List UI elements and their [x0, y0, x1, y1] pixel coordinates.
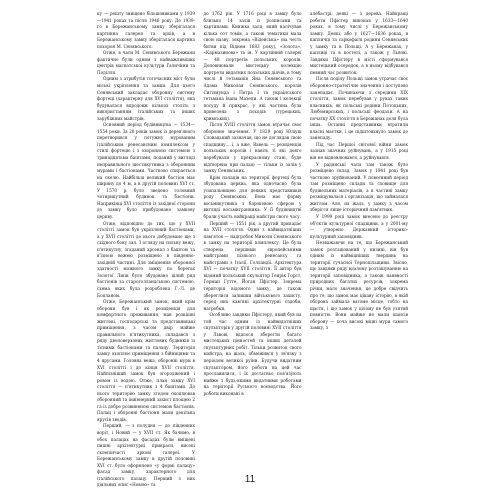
- text-column-2: [204, 11, 302, 463]
- paragraph: Отже, Бережанський замок, який крім оборони був і як резиденція для комфортного проживання, мав розкішні житлові, господарські та представницькі приміщення, з часом двір майже правильного п'ятикутника, складався з ряду двоповерхових житлових будинків із тісними бастіонами та палацу. Територія замку охоплює приміщення з бійницями та 4 ярусами. Головна вежа, оборонні мури в XVI столітті і до кінця XVII століття. Найпізніший замок був огороджений і ровом із водою. Отже, план замку XVI століття — п'ятикутник з 4 баштами. До нього територію замку згодом охоплював оборонний та інженерний захист площею 2 га із добре розвиненою системою бастіонів. Палац і оборонні бастіони мали декілька ярусів зводів.: [97, 299, 195, 422]
- paragraph: Основний період будівництва — 1534—1554 роки. За 20 років замок із дерев'яного перетворився у потужну мурованим італійським ренесансним комплексом у стилі фортецю і з охоронною системою з тринадцятьма баштами, поданий у вигляді неправильного шестикутника з оборонним мурами і бастіонами. Частково спирається на скелю. Найбільш великий бастіон має ширину до 4 м, а в другій половині XVI ст. У 1570 р. було зведено головний чотирикутний будинок та бастіони. Наприкінці XVI століття із західної сторони до замку було прибудовано замкову церкву.: [97, 122, 195, 219]
- paragraph: ку — решту знищено більшовиками у 1939—1941 роках та після 1946 року. До 1939-го в Бережанському замку зберігалася картинна галерея та архів, а в Бережанському замку зберігалася картина похорон М. Сенявського.: [97, 11, 195, 49]
- paragraph: У 1999 році замок внесено до реєстру об'єктів культурної спадщини, а у 2001-му — утворено Державний історико-культурний заповідник.: [310, 213, 408, 239]
- paragraph: Під час Першої світової війни замок зазнав значних руйнувань, а у 1915 році він не відновлювався, а руйнувався.: [310, 141, 408, 161]
- paragraph: Одним з атрибутів тогочасних міст були міські укріплення та замки. Для цього Сенявський закладає оборонну систему фортеці (характерну для XVI століття), яка будувалася впродовж кількох століть з використанням італійських та інших зарубіжних майстрів.: [97, 76, 195, 121]
- text-column-3: [310, 11, 408, 463]
- paragraph: Після поділу Польщі замок утрачає своє оборонно-стратегічне значення і поступово занепадає. Починаючи з середини XIX століття, замок перебував у руках таких власників, як польські родини Потоцьких, Любомирських, і польські феодали. А на початку XX століття в Бережанах доля була інша. Останні представники втратили власні маєтки, і це підштовхнуло замок до занепаду.: [310, 76, 408, 141]
- paragraph: до 1762 рік. У 1716 році в замку було близько 14 залів із розписами та картинами. Книжка зала, який налічував кілька сот томів, а також тематики мала свою назву, зокрема «Віденська» (на честь битви під Віднем 1683 року), «Золота», «Кармазинова» та ін. У картинній галереї — 48 портретів польських королів. Доповнювали мистецьку колекцію портрети видатних польських діячів, в тому числі й гетьманів Яна Сенявського та Адама Миколая Сенявського, королів Сигізмунда і Петра І та українського гетьмана Івана Мазепи. А також і колекції посуду й прикрас, у які частина була привезена з походів (турецьких, кримських).: [203, 11, 302, 121]
- paragraph: У радянські часи там також було розміщено склад. Замок у 1941 році був частково зруйнований. У повоєнний період там розміщено склади та сховище для будівельних матеріалів, а в частині замку розміщувалася і організація, що займалася житлом. Але, на жаль, у замку з часом зберігся лише історичний пам'ятник.: [310, 161, 408, 213]
- paragraph: Після XVIII століття замок втрачає своє оборонне значення. У 1829 році Юліуш Словацький зазначав, що не доглядав свою спадщину... і, а вже, Вавель — резиденція польських королів і навіть ті які довго перебували у прекрасному стані, буде відтворена при палаці — тільки із залів у замку Сенявських.: [203, 122, 302, 174]
- paragraph: Крім палаців на території фортеці була збудована церква, яка одночасно була усипальницею для деяких представників роду Сенявських. Вона має форму восьмикутника з бароковою сферою у вигляді восьмигранника. У її будівництві брали участь найкращі майстри свого часу.: [203, 174, 302, 219]
- paragraph: Перший — 1551 рік, а другий припадає на XVII століття. Один з найвидатніших пам'яток — надгробок Миколи Сенявського в замку на території комплексу. Це була створена першими європейськими майстрами пізнього ренесансу та майстрами з Італії, Голландії. Архітектура XVI — початку XVII століття. Її автор був відомий польський скульптор Генрік Горст, Герман Гутте, Йоган Пфістер. Зокрема територія відомого замку, де також збереглися залишки військового захисту, серед них кам'яні архітектурні оздоби, нагробки.: [203, 220, 302, 311]
- paragraph: алебастрі, деякі — з дерева. Найкращі роботи Пфістер виконав у 1633—1640 роках, в тому числі у Бережанському замку. Деякі, або у 1627—1636 роках, в капличці та саркофаги родини Сенявських у замку та в Польщі. А у Бережанах, у каплиці та в костелі, а також у Львові. Завдяки Пфістеру в місті сформувався мистецький осередок, а в ньому відбувався певний час розвиток.: [310, 11, 408, 75]
- paragraph: Отже, в часи М. Сенявського Бережани фактично були одним з найважливіших центрів магнатської культури Галичини та Поділля.: [97, 50, 195, 75]
- paragraph: Перший, — з полудня — до південних воріт, і Новий — у XVII ст. Як бачимо, в обох палацах на фасадах були вміщені пишні архітектурні прикраси, високі склепінчасті аркові галереї. У Бережанському замку в другій половині XVI ст. було оформлено «у формі палацу» фасад замку, характерного для італійського палацу. Перший з них діяльних опис «Новою» та: [97, 423, 195, 488]
- text-column-1: [97, 11, 195, 488]
- paragraph: Особливо завдяки Пфістеру, який був на той час одним із найвидатніших скульпторів у другій половині XVII століття у Львові, вдалося зберегти багато мистецьких цінностей та інших деталей скульптурних робіт. Тільки розвиток свого майстра, на жаль, обмежився у зв'язку з періодом великої руїни. Будучи видатним скульптором, його роботи на цей час прославилися, і їх достатньо пов'язують майже з будь-якими видатними роботами на території Руського воєводства. Його роботи виконані в: [203, 312, 302, 396]
- page-number: 11: [244, 474, 256, 485]
- paragraph: Отже, відповідно до тих, що у XVII столітті замок був укріплений бастіонами, а у XVII столітті до нього добудовано ще з східного боку зал. З огляду на сильну вежу, п'ятикутну, згаданий арсенал з баштою та в'їзною вежею розміщено в південно-західній частині. Для зміцнення оборонної здатності можного замку по берегах Золотої Липи було збудовано цілий ряд бастіонів за староголландською системою, схема яких була розроблена Г.-Л. де Бопланом.: [97, 220, 195, 298]
- paragraph: Незважаючи на те, що Бережанський замок розташований у низині, він був одним із найміцніших твердинь на території сучасної Тернопільщини. Звісно, що завдяки ряду вдалому розташуванню на території заповідника, а також наявності природних багатих ресурсів, зокрема річки, мало значення, це добре свідчить про те, що замок має цікаву історію, в якій оборона займала вагоме місце, тобто на щастя, і що замок у цілому не був узятий повністю. Вони майже не мали шансів оборону — хоча високі міцні мури самого замку, з: [310, 240, 408, 331]
